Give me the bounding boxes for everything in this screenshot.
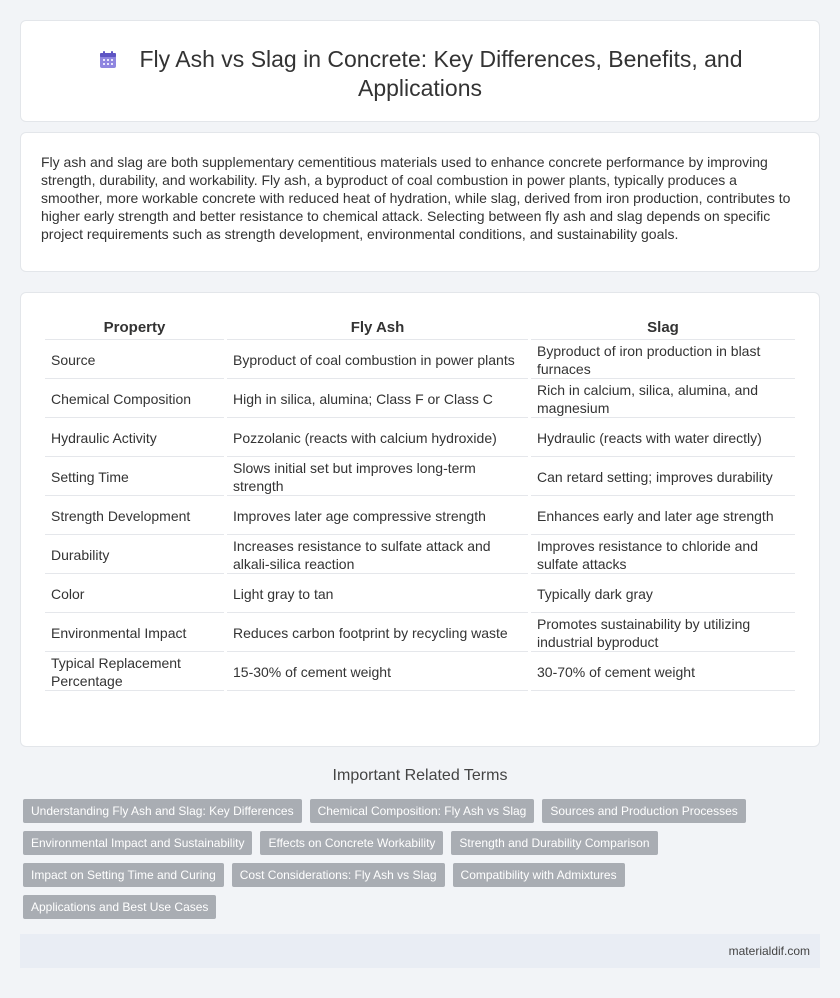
- related-term-tag[interactable]: Compatibility with Admixtures: [453, 863, 625, 887]
- table-cell: Reduces carbon footprint by recycling waste: [227, 614, 528, 652]
- related-term-tag[interactable]: Environmental Impact and Sustainability: [23, 831, 252, 855]
- calendar-icon: [98, 50, 118, 70]
- intro-card: [20, 132, 820, 272]
- table-cell: Typical Replacement Percentage: [45, 653, 224, 691]
- related-term-tag[interactable]: Cost Considerations: Fly Ash vs Slag: [232, 863, 445, 887]
- table-cell: Can retard setting; improves durability: [531, 458, 795, 496]
- page-title-text: Fly Ash vs Slag in Concrete: Key Differences, Benefits, and Applications: [139, 46, 743, 101]
- table-cell: Hydraulic (reacts with water directly): [531, 419, 795, 457]
- table-cell: Typically dark gray: [531, 575, 795, 613]
- table-cell: Improves later age compressive strength: [227, 497, 528, 535]
- table-cell: 30-70% of cement weight: [531, 653, 795, 691]
- header-property: Property: [45, 315, 224, 340]
- table-row: [45, 341, 795, 379]
- related-term-tag[interactable]: Strength and Durability Comparison: [451, 831, 657, 855]
- table-cell: Setting Time: [45, 458, 224, 496]
- table-cell: Environmental Impact: [45, 614, 224, 652]
- table-cell: Color: [45, 575, 224, 613]
- table-row: [45, 575, 795, 613]
- related-term-tag[interactable]: Impact on Setting Time and Curing: [23, 863, 224, 887]
- table-cell: Promotes sustainability by utilizing industrial byproduct: [531, 614, 795, 652]
- comparison-card: [20, 292, 820, 747]
- table-cell: Improves resistance to chloride and sulfate attacks: [531, 536, 795, 574]
- table-header-row: [45, 315, 795, 340]
- header-slag: Slag: [531, 315, 795, 340]
- table-cell: Rich in calcium, silica, alumina, and magnesium: [531, 380, 795, 418]
- header-fly-ash: Fly Ash: [227, 315, 528, 340]
- table-cell: Byproduct of iron production in blast furnaces: [531, 341, 795, 379]
- footer-site-link[interactable]: materialdif.com: [728, 944, 810, 958]
- table-cell: Strength Development: [45, 497, 224, 535]
- table-cell: Source: [45, 341, 224, 379]
- table-cell: Durability: [45, 536, 224, 574]
- table-cell: Hydraulic Activity: [45, 419, 224, 457]
- footer: [20, 934, 820, 968]
- related-term-tag[interactable]: Chemical Composition: Fly Ash vs Slag: [310, 799, 535, 823]
- table-cell: Byproduct of coal combustion in power plants: [227, 341, 528, 379]
- table-row: [45, 419, 795, 457]
- table-cell: Enhances early and later age strength: [531, 497, 795, 535]
- related-term-tag[interactable]: Understanding Fly Ash and Slag: Key Differences: [23, 799, 302, 823]
- table-row: [45, 653, 795, 691]
- intro-paragraph: Fly ash and slag are both supplementary cementitious materials used to enhance concrete performance by improving strength, durability, and workability. Fly ash, a byproduct of coal combustion in power plants, typically produces a smoother, more workable concrete with reduced heat of hydration, while slag, derived from iron production, contributes to higher early strength and better resistance to chemical attack. Selecting between fly ash and slag depends on specific project requirements such as strength development, environmental conditions, and sustainability goals.: [41, 154, 791, 242]
- title-card: [20, 20, 820, 122]
- related-term-tag[interactable]: Applications and Best Use Cases: [23, 895, 216, 919]
- table-row: [45, 380, 795, 418]
- table-cell: Chemical Composition: [45, 380, 224, 418]
- page-title: [61, 45, 779, 103]
- table-cell: 15-30% of cement weight: [227, 653, 528, 691]
- table-cell: Slows initial set but improves long-term strength: [227, 458, 528, 496]
- table-row: [45, 497, 795, 535]
- comparison-table: [42, 314, 798, 692]
- table-cell: Pozzolanic (reacts with calcium hydroxide): [227, 419, 528, 457]
- table-cell: Light gray to tan: [227, 575, 528, 613]
- table-row: [45, 458, 795, 496]
- related-terms-heading: Important Related Terms: [332, 767, 508, 784]
- table-row: [45, 536, 795, 574]
- table-row: [45, 614, 795, 652]
- related-terms-list: [23, 799, 823, 927]
- related-term-tag[interactable]: Effects on Concrete Workability: [260, 831, 443, 855]
- table-cell: High in silica, alumina; Class F or Class C: [227, 380, 528, 418]
- related-term-tag[interactable]: Sources and Production Processes: [542, 799, 745, 823]
- table-cell: Increases resistance to sulfate attack and alkali-silica reaction: [227, 536, 528, 574]
